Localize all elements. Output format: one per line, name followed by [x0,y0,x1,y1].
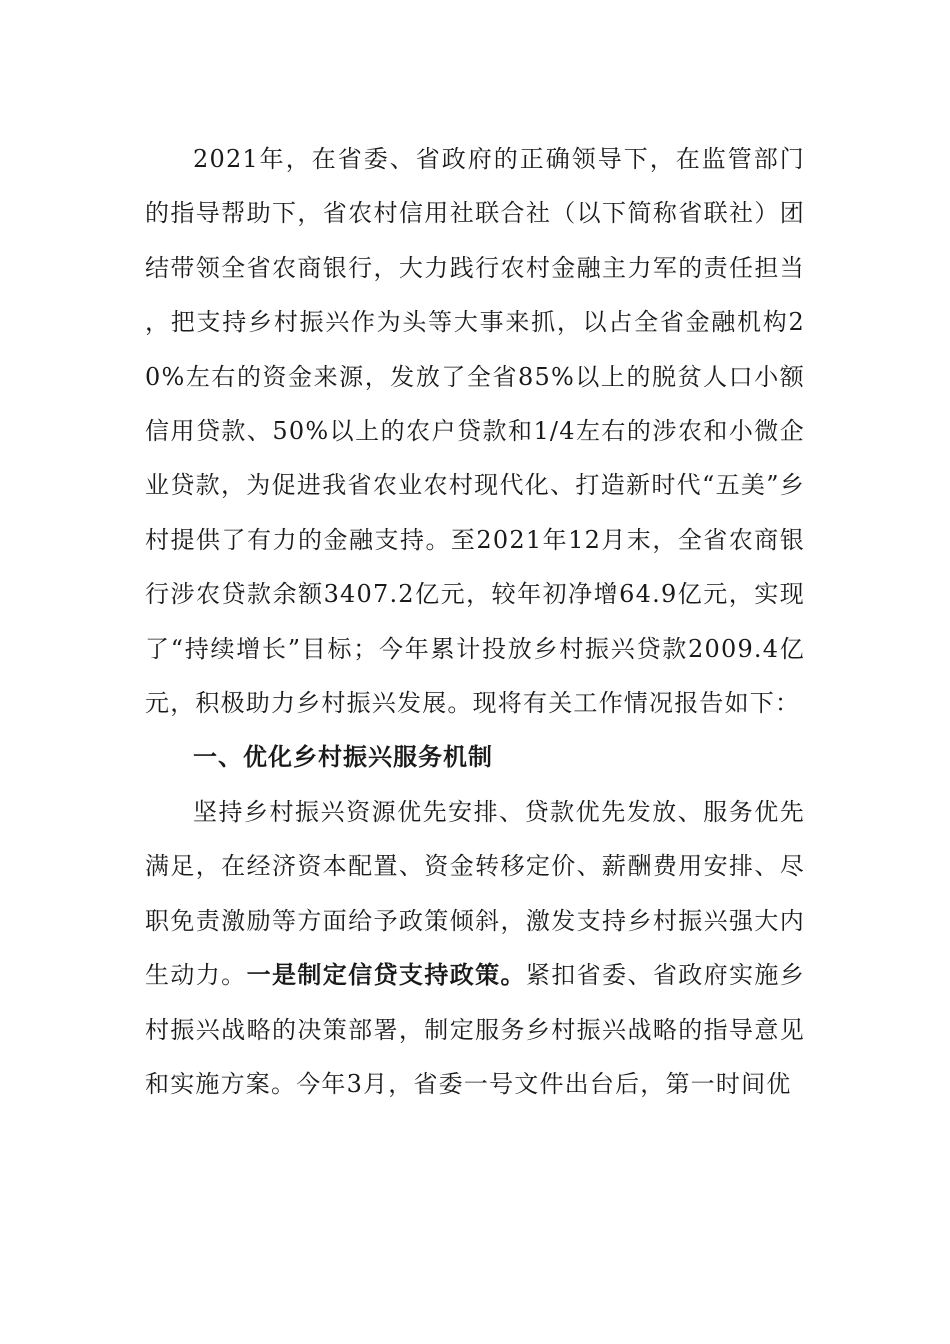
paragraph-bold-lead: 一是制定信贷支持政策。 [246,961,526,990]
paragraph-section-1 [145,785,805,1111]
paragraph-section-1-continued: 紧扣省委、省政府实施乡村振兴战略的决策部署，制定服务乡村振兴战略的指导意见和实施方案。今年3月，省委一号文件出台后，第一时间优 [145,961,806,1098]
document-body [145,132,805,1111]
section-heading-1: 一、优化乡村振兴服务机制 [193,743,493,772]
paragraph-section-1-text: 坚持乡村振兴资源优先安排、贷款优先发放、服务优先满足，在经济资本配置、资金转移定价、薪酬费用安排、尽职免责激励等方面给予政策倾斜，激发支持乡村振兴强大内生动力。 [145,797,805,990]
paragraph-intro: 2021年，在省委、省政府的正确领导下，在监管部门的指导帮助下，省农村信用社联合社（以下简称省联社）团结带领全省农商银行，大力践行农村金融主力军的责任担当，把支持乡村振兴作为头等大事来抓，以占全省金融机构20%左右的资金来源，发放了全省85%以上的脱贫人口小额信用贷款、50%以上的农户贷款和1/4左右的涉农和小微企业贷款，为促进我省农业农村现代化、打造新时代“五美”乡村提供了有力的金融支持。至2021年12月末，全省农商银行涉农贷款余额3407.2亿元，较年初净增64.9亿元，实现了“持续增长”目标；今年累计投放乡村振兴贷款2009.4亿元，积极助力乡村振兴发展。现将有关工作情况报告如下： [145,145,805,718]
